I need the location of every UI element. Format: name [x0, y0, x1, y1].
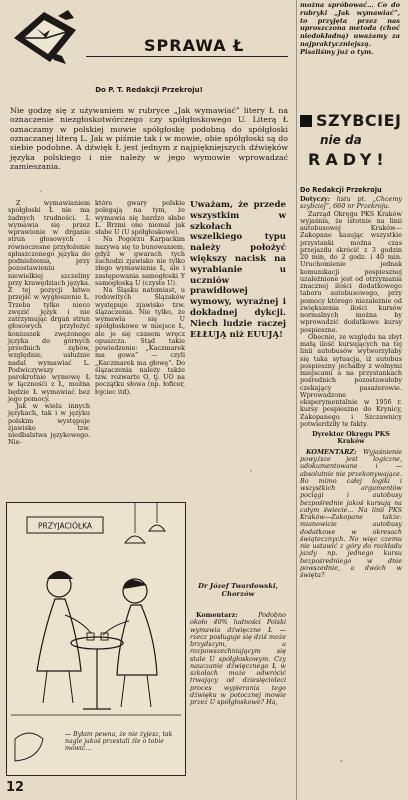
author-city: Chorzów	[221, 590, 255, 598]
intro-label: Dotyczy:	[300, 195, 331, 203]
cartoon-caption: — Byłam pewna, że nie żyjesz, tak nagle jakoś przestali źle o tobie mówić…	[65, 731, 173, 753]
paragraph: Obecnie, ze względu na zbyt małą ilość kursujących na tej linii autobusów wytworzyłaby się taka sytuacja, iż autobus pospieszny jechałby z wolnymi miejscami a na przystankach pośrednich pozostawałoby czekający pasażerowie. Wprowadzone eksperymentalnie w 1956 r. kursy pospieszne do Krynicy, Zakopanego i Szczawnicy potwierdziły te fakty.	[300, 332, 402, 428]
header-rule	[86, 56, 288, 57]
article-title: SPRAWA Ł	[144, 36, 245, 55]
comment-text: Podobno około 40% ludności Polski wymawia dźwięczne Ł — rzecz posługuje się dziś może brzydszym, a rozpowszechniającym się stale U spółgłoskowym. Czy nauczanie dźwięcznego Ł w szkołach może odwrócić trwający od dziesięcioleci proces wypierania tego dźwięku w potocznej mowie przez U spółgłoskowe? Ha,	[190, 611, 286, 706]
envelope-bird-illustration	[10, 8, 80, 66]
sprawa-header	[6, 6, 292, 70]
comment-label: KOMENTARZ:	[306, 447, 357, 456]
title-line-2: nie da	[320, 133, 362, 147]
paragraph: Na Pogórzu Karpackim nazywa się to bunowaniem, gdyż w gwarach tych zachodzi zjawisko nie tylko złego wymawiania Ł, ale i zastępowania samogłoski Y samogłoską U (czyste U).	[95, 235, 185, 287]
cartoon	[6, 502, 186, 776]
paragraph: Z wymawianiem spółgłoski Ł nie ma żadnych trudności. L wymawia się przez wprawienie w drganie strun głosowych i równoczesne przyłożenie spłaszczonego języka do podniebienia, przy pozostawieniu niewielkiej szczeliny przy krawędziach języka. Z tej pozycji łatwo przejść w wygłoszenie Ł. Trzeba tylko nieco zwęzić język i nie zatrzymując drgań strun głosowych przyłożyć koniuszek zwężonego języka do górnych przednich zębów, względnie, usłużnie nadal wymawiać L. Podwiczywszy parokrotnie wymowę Ł w łącznośći z Ł, można będzie Ł wymawiać bez jego pomocy.	[8, 199, 90, 403]
comment-continuation	[300, 2, 400, 57]
paragraph: Na Śląsku natomiast, u rodowitych Ślązaków występuje zjawisko tzw. ślązaczenia. Nie tylko, że wymawia się U spółgłoskowe w miejsce Ł, ale je się czasem wręcz opuszcza. Stąd takie powiedzenie: „Kaczmarek ma gowa” — czyli „Kaczmarek ma głowę”. Do ślązaczenia należy także tzw. rozwarte O, tj. UO na początku słowa (np. łoficer, łojciec itd).	[95, 286, 185, 396]
paragraph: Zarząd Okręgu PKS Kraków wyjaśnia, że istotnie na linii autobusowej Kraków—Zakopane kasując wszystkie przystanki można czas przejazdu skrócić z 3 godzin 20 min, do 2 godz. i 40 min. Uruchomienie jednak komunikacji pospiesznej uzależnione jest od otrzymania znacznej ilości dodatkowego taboru autobusowego, przy pomocy którego niezależnie od zwiększenia ilości kursów normalnych można by wprowadzić dodatkowe kursy pospieszne.	[300, 209, 402, 334]
sprawa-article	[6, 6, 292, 172]
lead-paragraph: Nie godzę się z używaniem w rubryce „Jak wymawiać” litery Ł na oznaczenie niezgłoskotwórczego czy spółgłoskowego U. Literą Ł oznaczamy w polskiej mowie spółgłoskę podobną do spółgłoski oznaczanej literą L. Jak w piśmie tak i w mowie, obie spółgłoski są do siebie podobne. A dźwięk Ł jest jednym z najpiękniejszych dźwięków języka polskiego i nie należy w jego wymowie wprowadzać zamieszania.	[10, 105, 288, 172]
page-number: 12	[6, 780, 25, 795]
article-signature: Dyrektor Okręgu PKS Kraków	[312, 430, 390, 446]
comment-label: Komentarz:	[196, 611, 238, 619]
author-signature	[190, 582, 286, 598]
szybciej-title	[300, 110, 404, 169]
author-name: Dr Józef Twardowski,	[198, 582, 278, 590]
title-square-icon	[300, 115, 312, 127]
title-line-3: RADY!	[308, 150, 389, 169]
title-line-1: SZYBCIEJ	[316, 111, 402, 130]
comment-continuation-text: można spróbować… Co do rubryki „Jak wymawiać”, to przyjęta przez nas uproszczona metoda (choć niedokładną) uważamy za najpraktyczniejszą. Pisaliśmy już o tym.	[300, 1, 400, 56]
text-column-3	[190, 200, 286, 340]
text-column-1	[8, 200, 90, 447]
paragraph: Jak w wielu innych językach, tak i w języku polskim występuje zjawisko tzw. niedbalstwa językowego. Nie-	[8, 402, 90, 447]
letter-addressee: Do P. T. Redakcji Przekroju!	[95, 86, 203, 94]
text-column-2	[95, 200, 185, 396]
intro-text: listu pt. „Chcemy szybciej”, 660 nr Przekroju.	[300, 195, 402, 211]
paragraph: które gwary polskie polegają na tym, że wymawia się bardzo słabe Ł. Brzmi ono niemal jak słabe U (U spółgłoskowe).	[95, 199, 185, 236]
editorial-comment	[190, 612, 286, 706]
letter-addressee: Do Redakcji Przekroju	[300, 186, 382, 194]
szybciej-article	[300, 186, 402, 579]
comment-text: Wyjaśnienie powyższe jest logiczne, udokumentowane i — absolutnie nie przekonywające. Bo mimo całej logiki i wszystkich argumentów pociągi i autobusy bezpośrednie jakoś kursują na całym świecie… Na linii PKS Kraków—Zakopane także: mianowicie autobusy dodatkowe w okresach świątecznych. No więc czemu nie ustawić z góry do rozkładu jazdy np. jednego kursu bezpośredniego w dnie powszednie, a dwóch w święta?	[300, 447, 402, 580]
cartoon-sign-text: PRZYJACIÓŁKA	[37, 521, 93, 531]
column-divider	[296, 0, 297, 800]
closing-paragraph: Uważam, że przede wszystkim w szkołach wszelkiego typu należy położyć większy nacisk na wyrabianie u uczniów prawidłowej wymowy, wyraźnej i dokładnej dykcji. Niech ludzie raczej EŁŁUJĄ niż EUUJĄ!	[190, 200, 286, 340]
